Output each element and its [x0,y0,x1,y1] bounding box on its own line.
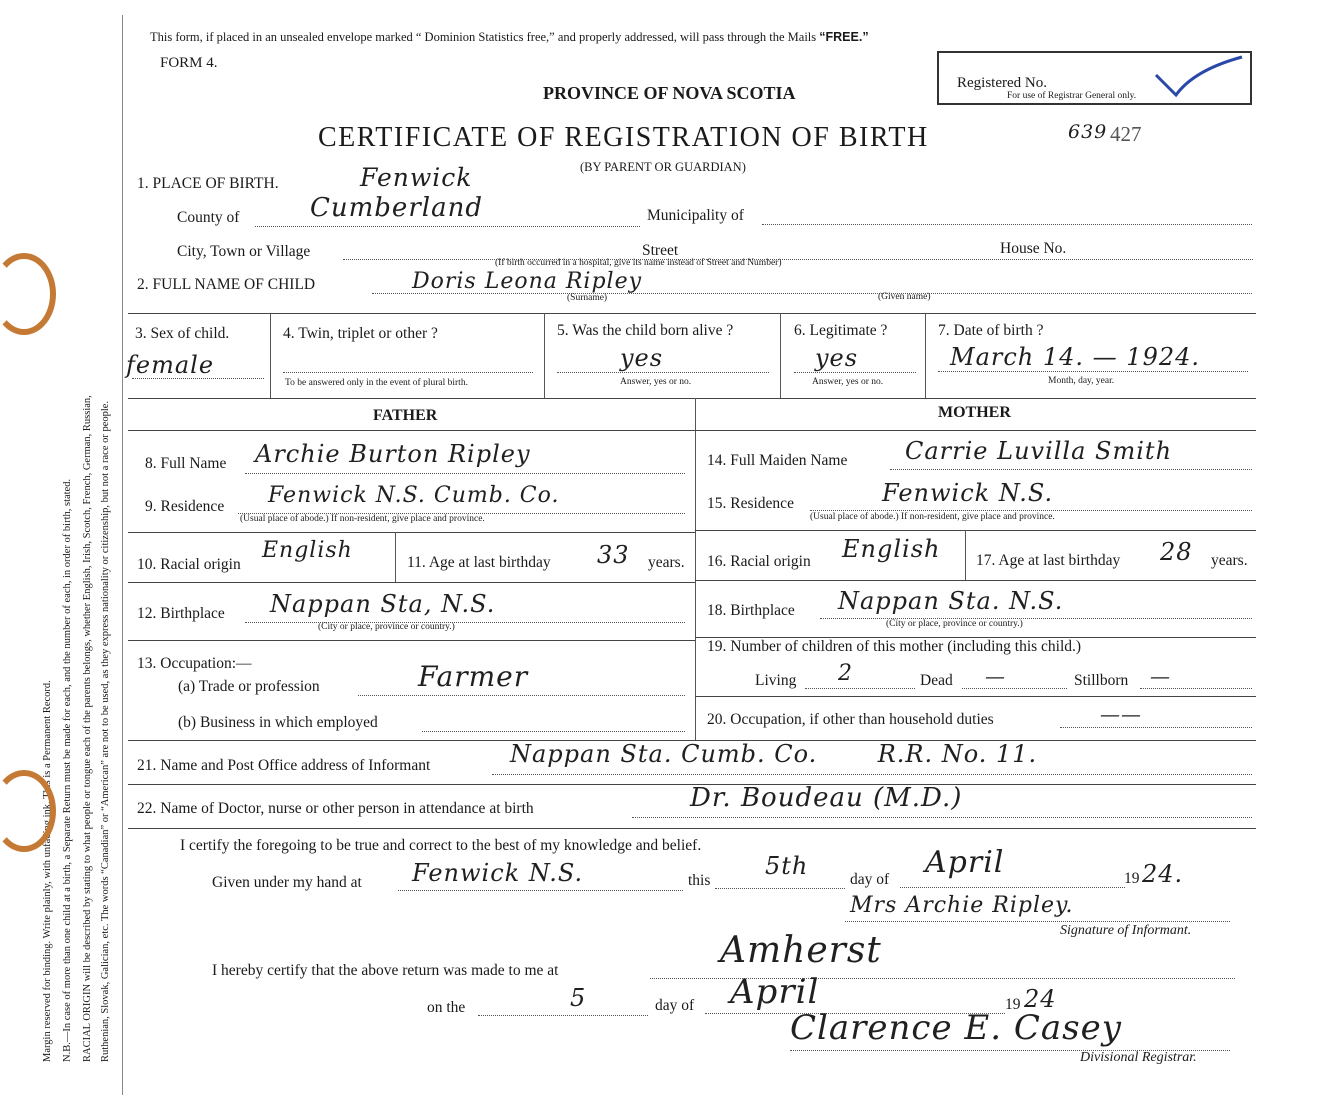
legitimate-note: Answer, yes or no. [812,377,884,387]
informant-value: Nappan Sta. Cumb. Co. R.R. No. 11. [510,740,1038,768]
registered-number: 427 [1110,122,1142,146]
dob-line [938,371,1248,372]
dead-value: — [985,664,1006,688]
registrar-day-line [478,1015,648,1016]
father-birthplace-label: 12. Birthplace [137,605,225,622]
registrar-year-value: 24 [1024,985,1057,1013]
mother-race-value: English [842,535,941,563]
informant-line [492,774,1252,775]
doctor-label: 22. Name of Doctor, nurse or other person in attendance at birth [137,800,534,817]
twin-label: 4. Twin, triplet or other ? [283,325,438,342]
twin-line [283,372,533,373]
county-line [255,226,640,227]
given-name-note: (Given name) [878,292,931,302]
father-race-label: 10. Racial origin [137,556,241,573]
registrar-use-note: For use of Registrar General only. [1007,91,1137,101]
twin-note: To be answered only in the event of plural birth. [285,378,468,388]
alive-note: Answer, yes or no. [620,377,692,387]
mother-name-label: 14. Full Maiden Name [707,452,848,469]
registrar-on-label: on the [427,999,466,1016]
father-business-line [422,731,685,732]
certificate-subtitle: (BY PARENT OR GUARDIAN) [580,160,746,174]
stillborn-value: — [1150,664,1171,688]
dob-value: March 14. — 1924. [950,343,1201,371]
mother-birthplace-value: Nappan Sta. N.S. [838,587,1064,615]
father-name-value: Archie Burton Ripley [255,440,531,468]
county-value: Cumberland [310,193,483,223]
father-birthplace-note: (City or place, province or country.) [318,622,455,632]
informant-signature-label: Signature of Informant. [1060,923,1192,938]
certify-day-of-label: day of [850,871,890,888]
mother-years: years. [1211,552,1248,569]
certify-year-value: 24. [1142,860,1184,888]
father-birthplace-line [245,622,685,623]
doctor-line [632,817,1252,818]
given-place-line [398,890,683,891]
divider-legit [925,313,926,398]
margin-note-racial-origin: RACIAL ORIGIN will be described by stating to what people or tongue each of the parents belongs, whether English, Irish, Scotch, French, German, Russian, [82,395,93,1062]
municipality-label: Municipality of [647,207,744,224]
province-heading: PROVINCE OF NOVA SCOTIA [543,83,796,103]
father-residence-value: Fenwick N.S. Cumb. Co. [268,483,560,508]
stillborn-label: Stillborn [1074,672,1129,689]
divider-sex [270,313,271,398]
mother-residence-note: (Usual place of abode.) If non-resident, give place and province. [810,512,1055,522]
mother-birthplace-label: 18. Birthplace [707,602,795,619]
rule-father-race-top [128,532,695,533]
father-race-divider [395,532,396,582]
mother-residence-label: 15. Residence [707,495,794,512]
living-line [805,688,915,689]
hospital-note: (If birth occurred in a hospital, give its name instead of Street and Number) [495,258,782,268]
rule-mother-occ-top [695,696,1256,697]
alive-label: 5. Was the child born alive ? [557,322,734,339]
city-line [343,259,1253,260]
rule-mother-race-bottom [695,580,1256,581]
mother-residence-line [810,510,1252,511]
father-residence-label: 9. Residence [145,498,225,515]
registered-box [937,51,1252,105]
certify-day-value: 5th [765,852,809,880]
mother-occupation-value: —— [1100,702,1142,726]
informant-label: 21. Name and Post Office address of Informant [137,757,431,774]
street-label: Street [642,242,679,259]
mother-heading: MOTHER [938,404,1011,421]
registrar-place-value: Amherst [720,930,882,971]
registrar-signature: Clarence E. Casey [790,1008,1122,1048]
rule-row3-top [128,313,1256,314]
mother-birthplace-line [820,618,1252,619]
sex-label: 3. Sex of child. [135,325,230,342]
child-name-label: 2. FULL NAME OF CHILD [137,276,316,293]
alive-line [557,372,769,373]
mail-notice [150,30,869,45]
alive-value: yes [620,344,664,372]
dob-label: 7. Date of birth ? [938,322,1044,339]
father-occupation-label: 13. Occupation:— [137,655,252,672]
place-of-birth-label: 1. PLACE OF BIRTH. [137,175,279,192]
mother-birthplace-note: (City or place, province or country.) [886,619,1023,629]
father-race-value: English [262,538,353,563]
this-label: this [688,872,711,889]
stillborn-line [1140,688,1252,689]
living-label: Living [755,672,797,689]
surname-note: (Surname) [567,293,608,303]
father-heading: FATHER [373,407,438,424]
mother-children-label: 19. Number of children of this mother (including this child.) [707,638,1082,655]
rule-certify-top [128,828,1256,829]
given-under-label: Given under my hand at [212,874,362,891]
registrar-month-value: April [730,972,820,1012]
dead-label: Dead [920,672,953,689]
father-birthplace-value: Nappan Sta, N.S. [270,590,496,618]
child-name-value: Doris Leona Ripley [412,269,643,294]
divider-alive [780,313,781,398]
informant-signature-line [845,921,1230,922]
dob-note: Month, day, year. [1048,376,1115,386]
mail-notice-text: This form, if placed in an unsealed envelope marked “ Dominion Statistics free,” and properly addressed, will pass through the Mails [150,30,817,44]
legitimate-line [794,372,916,373]
city-label: City, Town or Village [177,243,311,260]
mother-residence-value: Fenwick N.S. [882,479,1054,507]
father-trade-label: (a) Trade or profession [178,678,320,695]
divider-twin [544,313,545,398]
sex-value: female [126,351,215,379]
certify-statement: I certify the foregoing to be true and correct to the best of my knowledge and belief. [180,837,702,854]
father-residence-note: (Usual place of abode.) If non-resident, give place and province. [240,514,485,524]
legitimate-label: 6. Legitimate ? [794,322,888,339]
certify-day-line [715,888,845,889]
doctor-value: Dr. Boudeau (M.D.) [690,783,963,813]
registered-number-handwritten: 639 [1068,121,1108,143]
mother-name-value: Carrie Luvilla Smith [905,437,1173,465]
registrar-statement: I hereby certify that the above return was made to me at [212,962,559,979]
registrar-day-value: 5 [570,984,587,1012]
certify-month-line [900,887,1125,888]
father-business-label: (b) Business in which employed [178,714,378,731]
parents-divider [695,398,696,740]
informant-signature: Mrs Archie Ripley. [850,893,1074,918]
checkmark-icon [1154,55,1244,100]
father-name-line [245,473,685,474]
registrar-year-prefix: 19 [1005,996,1021,1013]
municipality-line [762,224,1252,225]
rule-mother-race-top [695,530,1256,531]
father-trade-line [358,695,685,696]
child-name-line [372,293,1252,294]
mother-occupation-line [1060,727,1252,728]
father-age-label: 11. Age at last birthday [407,554,551,571]
mother-occupation-label: 20. Occupation, if other than household duties [707,711,994,728]
given-place-value: Fenwick N.S. [412,859,584,887]
legitimate-value: yes [815,344,859,372]
place-of-birth-value: Fenwick [360,163,473,192]
mother-name-line [890,469,1252,470]
father-years: years. [648,554,685,571]
father-trade-value: Farmer [418,660,529,693]
mother-age-label: 17. Age at last birthday [976,552,1121,569]
registered-label: Registered No. [957,75,1047,91]
sex-line [132,378,264,379]
registrar-signature-label: Divisional Registrar. [1080,1050,1197,1065]
father-name-label: 8. Full Name [145,455,227,472]
dead-line [962,688,1067,689]
living-value: 2 [838,661,853,686]
mail-free: “FREE.” [819,30,869,44]
certify-month-value: April [925,845,1005,880]
mother-race-divider [965,530,966,580]
margin-note-nationality: Ruthenian, Slovak, Galician, etc. The words “Canadian” or “American” are not to be used, as they express nationality or citizenship, but not a race or people. [100,400,111,1062]
binding-ring-top [0,253,56,335]
margin-note-binding: Margin reserved for binding. Write plainly, with unfading ink. This is a Permanent Record. [42,680,53,1062]
form-number: FORM 4. [160,55,218,71]
house-label: House No. [1000,240,1067,257]
mother-age-value: 28 [1160,538,1193,566]
margin-note-multiple-births: N.B.—In case of more than one child at a birth, a Separate Return must be made for each, and the number of each, in order of birth, stated. [62,478,73,1062]
county-label: County of [177,209,240,226]
certificate-title: CERTIFICATE OF REGISTRATION OF BIRTH [318,122,929,153]
mother-race-label: 16. Racial origin [707,553,811,570]
father-age-value: 33 [597,541,630,569]
rule-father-occ-top [128,640,695,641]
rule-headings [128,430,1256,431]
rule-father-race-bottom [128,582,695,583]
margin-border [122,15,123,1095]
certify-year-prefix: 19 [1124,870,1140,887]
rule-row3-bottom [128,398,1256,399]
registrar-day-of-label: day of [655,997,695,1014]
